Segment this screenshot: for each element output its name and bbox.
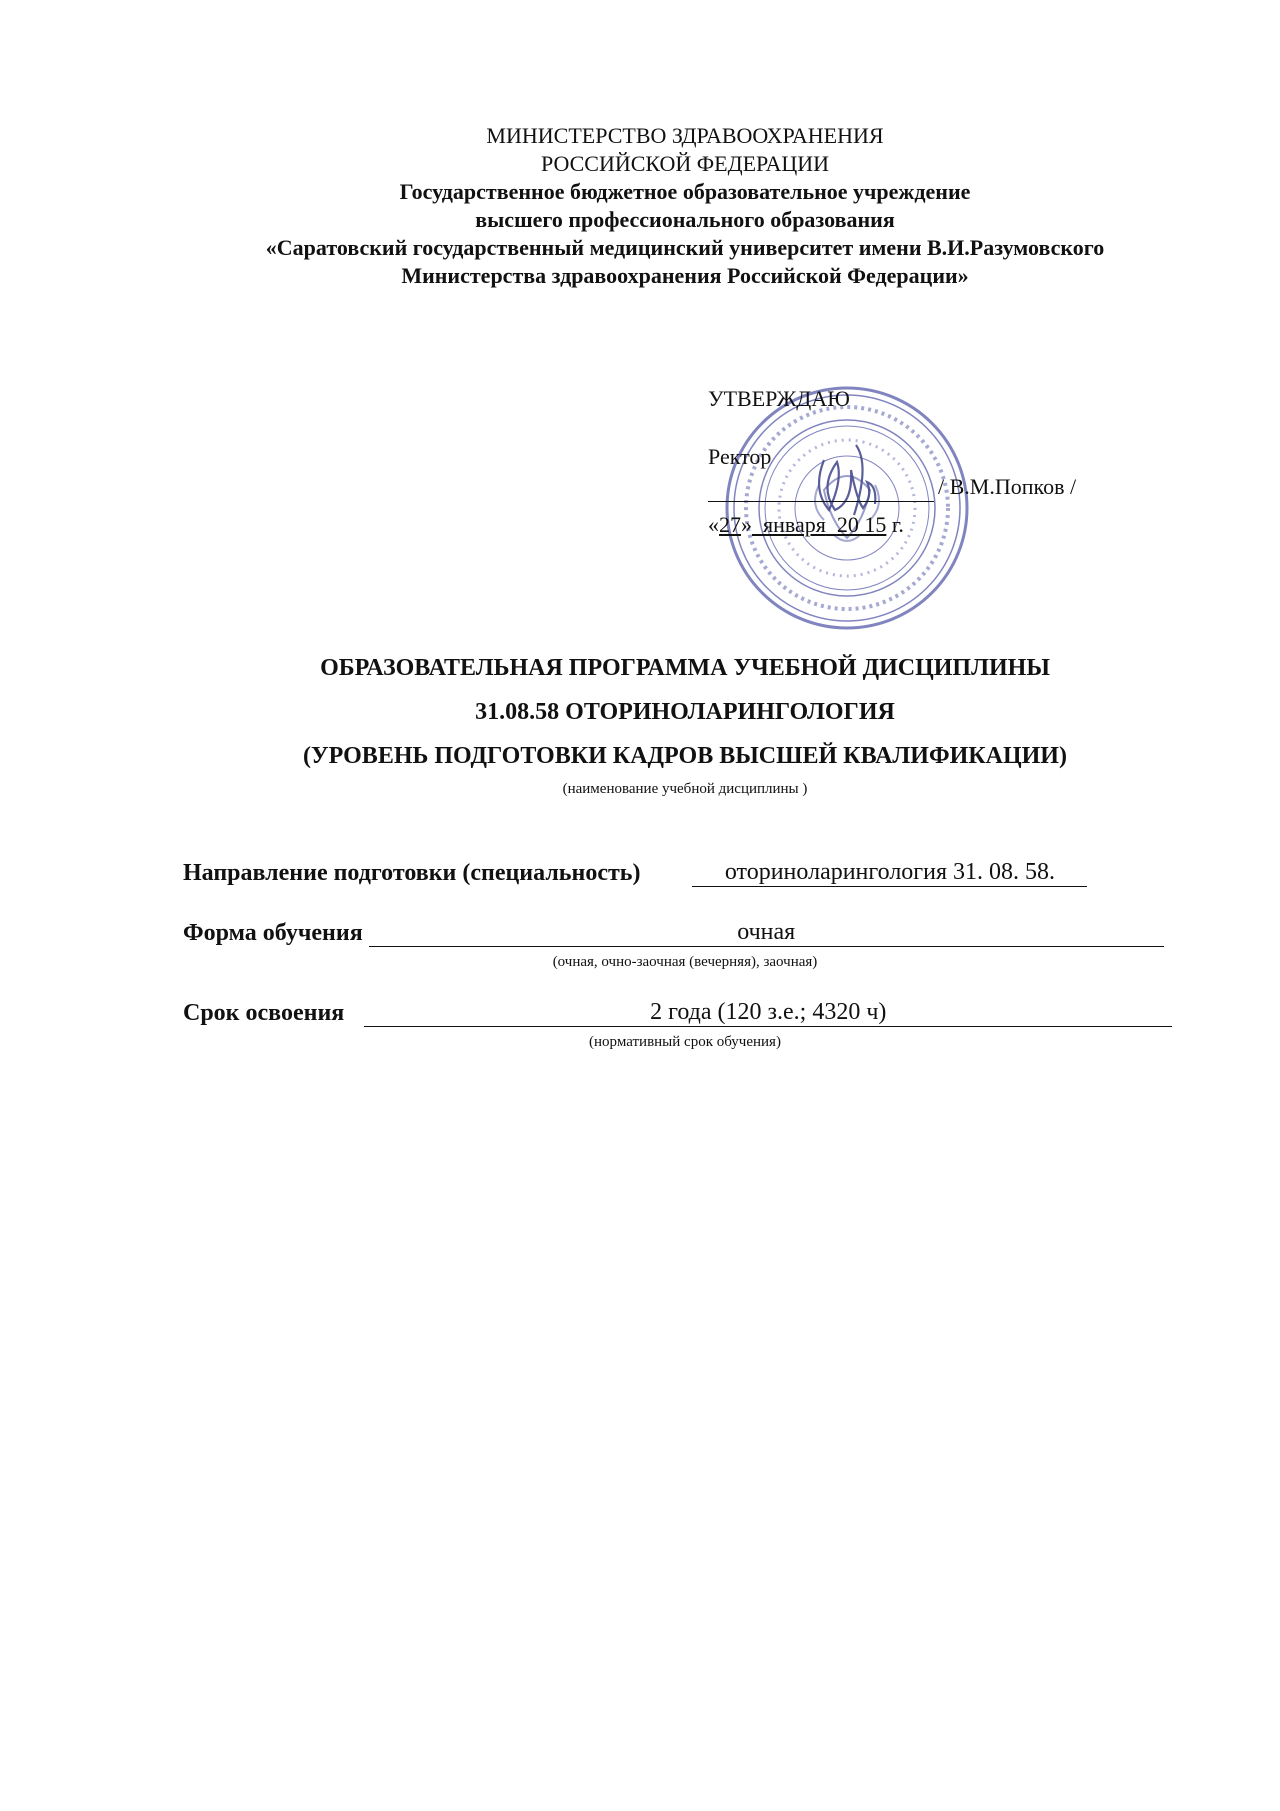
- form-value: очная: [369, 918, 1164, 947]
- institution-header: [0, 122, 1280, 290]
- title-line-1: ОБРАЗОВАТЕЛЬНАЯ ПРОГРАММА УЧЕБНОЙ ДИСЦИПЛИНЫ: [320, 655, 1050, 681]
- form-hint: (очная, очно-заочная (вечерняя), заочная): [552, 954, 818, 970]
- date-suffix: г.: [891, 512, 904, 537]
- approval-signature-row: [708, 472, 1076, 502]
- term-label: Срок освоения: [183, 1000, 345, 1026]
- form-field: [183, 918, 1164, 947]
- header-line-2: РОССИЙСКОЙ ФЕДЕРАЦИИ: [540, 151, 830, 176]
- date-day: 27: [719, 512, 741, 537]
- title-line-3: (УРОВЕНЬ ПОДГОТОВКИ КАДРОВ ВЫСШЕЙ КВАЛИФИКАЦИИ): [303, 743, 1067, 769]
- approval-block: [708, 384, 1076, 540]
- term-value: 2 года (120 з.е.; 4320 ч): [364, 998, 1172, 1027]
- approval-date: [708, 510, 1076, 540]
- header-line-6: Министерства здравоохранения Российской Федерации»: [401, 263, 969, 288]
- program-title: [0, 646, 1280, 800]
- term-hint: (нормативный срок обучения): [589, 1034, 781, 1050]
- date-year: 20 15: [836, 512, 887, 537]
- signature-line: [708, 479, 934, 502]
- form-label: Форма обучения: [183, 920, 363, 946]
- direction-field: [183, 858, 1087, 887]
- date-close-quote: »: [741, 512, 752, 537]
- header-line-3: Государственное бюджетное образовательное учреждение: [399, 179, 971, 204]
- title-note: (наименование учебной дисциплины ): [562, 781, 808, 797]
- term-field: [183, 998, 1172, 1027]
- header-line-5: «Саратовский государственный медицинский университет имени В.И.Разумовского: [265, 235, 1105, 260]
- approval-heading: УТВЕРЖДАЮ: [708, 386, 850, 411]
- date-month: января: [763, 512, 826, 537]
- title-line-2: 31.08.58 ОТОРИНОЛАРИНГОЛОГИЯ: [475, 699, 895, 725]
- direction-value: оториноларингология 31. 08. 58.: [692, 858, 1087, 887]
- direction-label: Направление подготовки (специальность): [183, 860, 641, 886]
- approver-name: / В.М.Попков /: [938, 474, 1077, 499]
- approval-position: Ректор: [708, 444, 772, 469]
- header-line-1: МИНИСТЕРСТВО ЗДРАВООХРАНЕНИЯ: [486, 123, 884, 148]
- date-open-quote: «: [708, 512, 719, 537]
- header-line-4: высшего профессионального образования: [475, 207, 895, 232]
